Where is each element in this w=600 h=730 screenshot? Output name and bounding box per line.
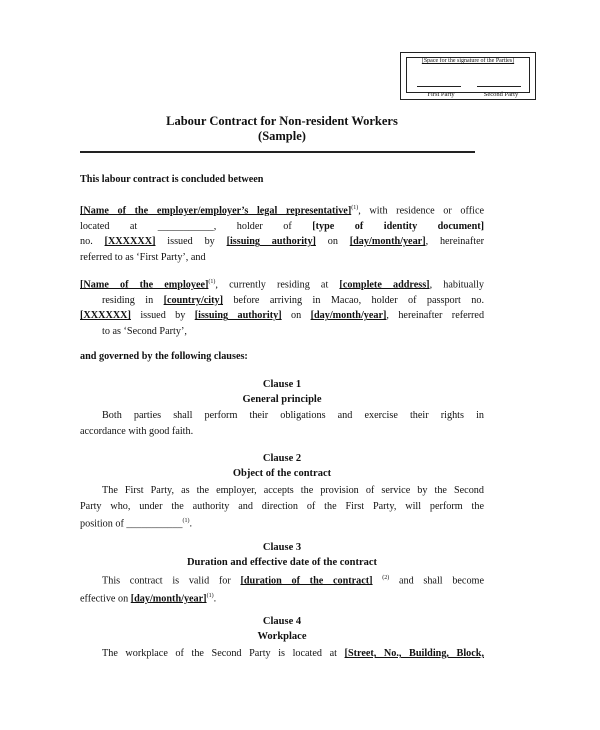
position-blank: ___________ — [126, 518, 183, 530]
contract-duration-field: [duration of the contract] — [240, 575, 373, 587]
employer-issuing-authority: [issuing authority] — [226, 236, 316, 248]
title-rule — [80, 151, 475, 153]
clause-3-number: Clause 3 — [262, 542, 302, 553]
second-party-signature-line — [477, 86, 521, 87]
signature-caption: [Space for the signature of the Parties] — [421, 58, 515, 64]
employer-document-number: [XXXXXX] — [104, 236, 156, 248]
employee-address-field: [complete address] — [339, 279, 430, 291]
clause-3-body: This contract is valid for [duration of the contract] $^{(2)}$ and shall become effective on [day/month/year]$^{(1)}$. — [80, 575, 484, 605]
signature-box-inner — [406, 57, 530, 93]
first-party-signature-line — [417, 86, 461, 87]
employee-issue-date: [day/month/year] — [310, 310, 387, 322]
employee-name-field: [Name of the employee] — [80, 279, 209, 291]
first-party-label: First Party — [427, 91, 455, 98]
employee-passport-number: [XXXXXX] — [80, 310, 131, 322]
governed-text: and governed by the following clauses: — [80, 351, 248, 362]
employee-country-field: [country/city] — [163, 294, 224, 306]
document-title: Labour Contract for Non-resident Workers — [166, 114, 398, 128]
residence-blank: ___________ — [157, 220, 214, 232]
clause-3-title: Duration and effective date of the contract — [186, 557, 378, 568]
clause-2-number: Clause 2 — [262, 453, 302, 464]
identity-document-type: [type of identity document] — [312, 220, 485, 232]
clause-4-number: Clause 4 — [262, 616, 302, 627]
employee-paragraph: [Name of the employee]$^{(1)}$, currently residing at [complete address], habitually residing in [country/city] before arriving in Macao, holder of passport no. [XXXXXX] issued by [issuing authority] on [day/month/year], hereinafter referred to as ‘Second Party’, — [80, 279, 485, 337]
clause-1-body: Both parties shall perform their obligations and exercise their rights in accordance with good faith. — [80, 410, 484, 437]
signature-box — [400, 52, 536, 100]
employer-paragraph: [Name of the employer/employer’s legal representative]$^{(1)}$, with residence or office located at ___________, holder of [type of identity document] no. [XXXXXX] issued by [issuing authority] on [day/month/year], hereinafter referred to as ‘First Party’, and — [80, 205, 485, 263]
employee-issuing-authority: [issuing authority] — [194, 310, 282, 322]
second-party-label: Second Party — [483, 91, 519, 98]
clause-4-title: Workplace — [257, 631, 307, 642]
clause-4-body: The workplace of the Second Party is located at [Street, No., Building, Block, — [102, 648, 484, 659]
document-subtitle: (Sample) — [258, 129, 306, 143]
clause-1-number: Clause 1 — [262, 379, 302, 390]
clause-2-body: The First Party, as the employer, accepts the provision of service by the Second Party who, under the authority and direction of the First Party, will perform the position of ___________$^{(1)}$. — [80, 485, 484, 530]
employer-name-field: [Name of the employer/employer’s legal representative] — [80, 205, 352, 217]
clause-2-title: Object of the contract — [232, 468, 332, 479]
clause-1-title: General principle — [242, 394, 322, 405]
effective-date-field: [day/month/year] — [130, 593, 207, 605]
intro-text: This labour contract is concluded between — [80, 174, 264, 185]
workplace-address-field: [Street, No., Building, Block, — [344, 648, 484, 659]
employer-issue-date: [day/month/year] — [349, 236, 426, 248]
